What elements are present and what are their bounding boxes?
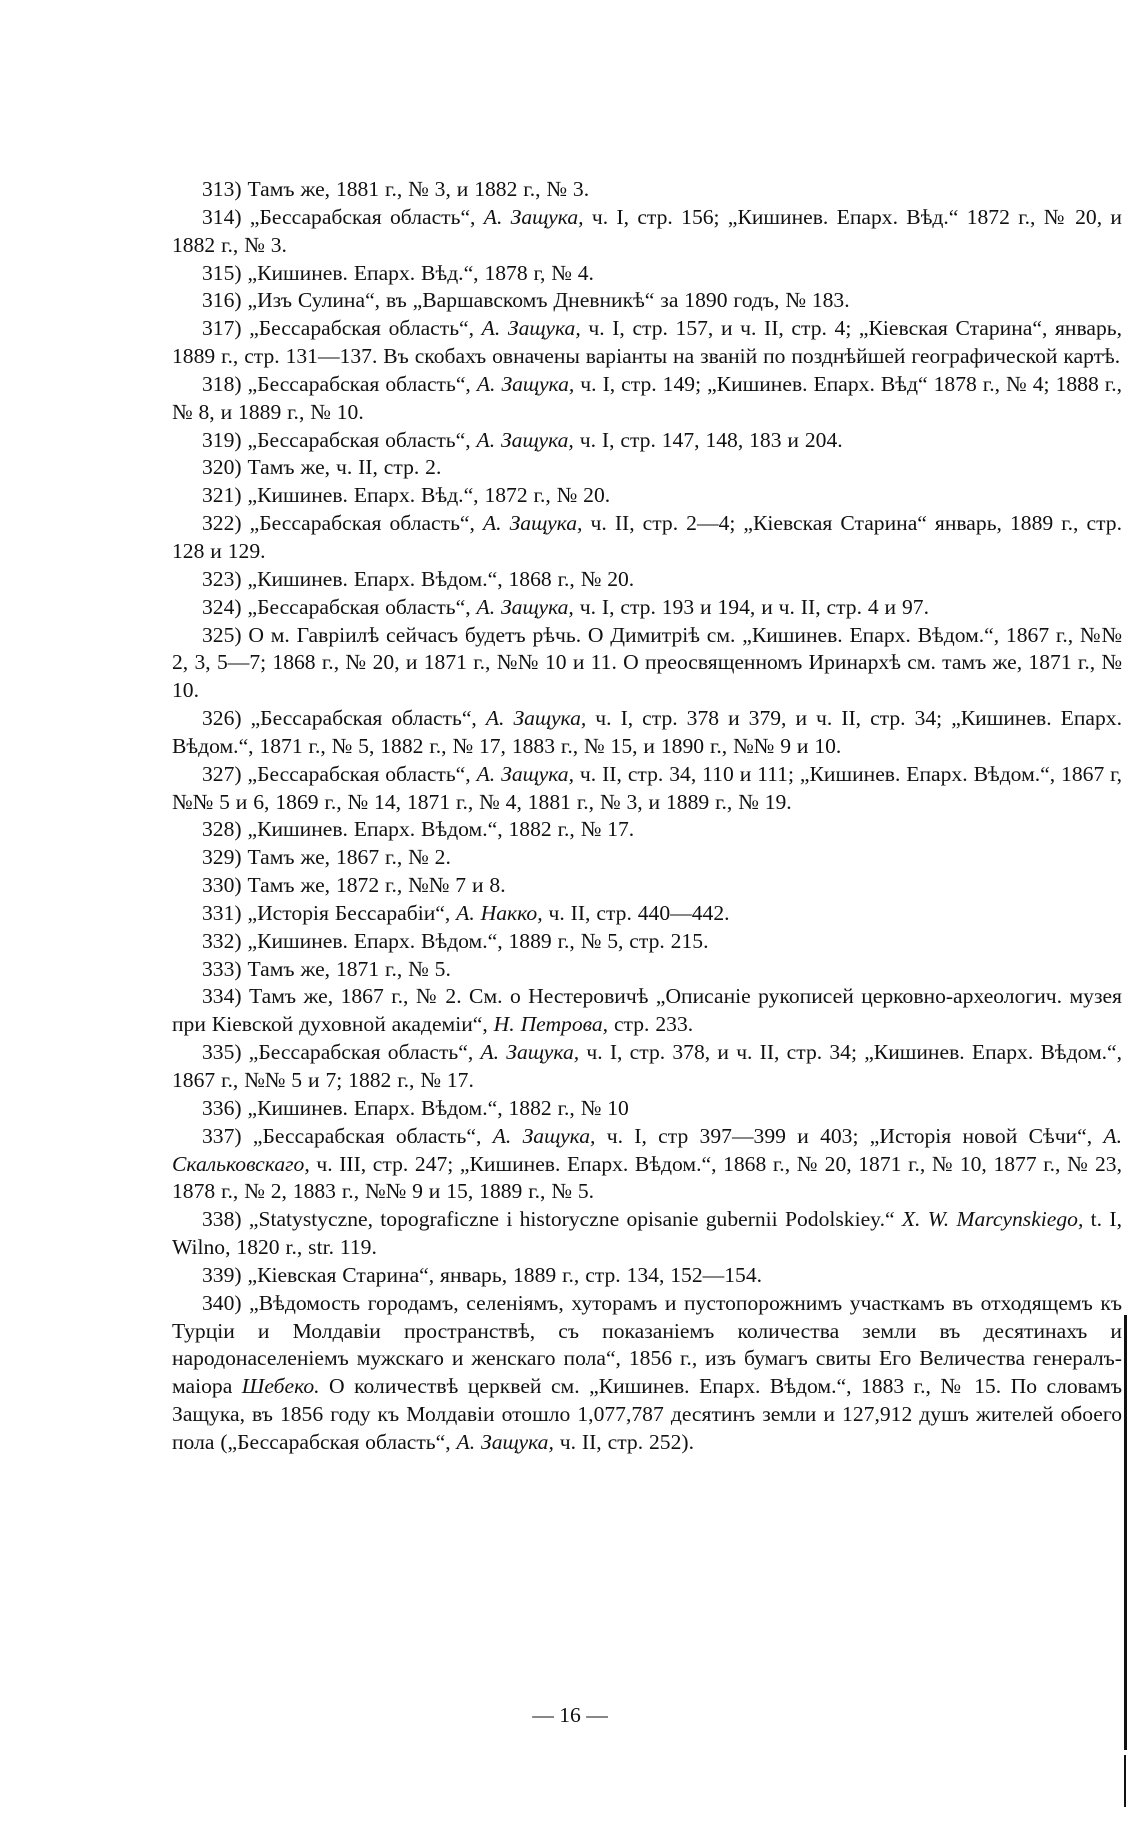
footnote-italic-author: А. Защука,	[476, 761, 574, 786]
footnote-text: ч. I, стр. 147, 148, 183 и 204.	[573, 427, 843, 452]
footnote-text: t. I, Wilno, 1820 r., str. 119.	[172, 1207, 1122, 1260]
footnote	[172, 872, 1122, 900]
footnote-text: 339) „Кіевская Старина“, январь, 1889 г., стр. 134, 152—154.	[202, 1262, 763, 1287]
footnote	[172, 176, 1122, 204]
footnote	[172, 427, 1122, 455]
footnote	[172, 900, 1122, 928]
footnote	[172, 482, 1122, 510]
footnote-text: 314) „Бессарабская область“,	[202, 204, 484, 229]
footnote-text: ч. II, стр. 440—442.	[542, 900, 730, 925]
footnote-italic-author: А. Защука,	[476, 427, 574, 452]
footnote-text: 330) Тамъ же, 1872 г., №№ 7 и 8.	[202, 873, 506, 898]
footnote-text: ч. I, стр. 157, и ч. II, стр. 4; „Кіевская Старина“, январь, 1889 г., стр. 131—137. Въ скобахъ овначены варіанты на званій по позднѣйшей географической картѣ.	[172, 316, 1122, 369]
footnote-text: 328) „Кишинев. Епарх. Вѣдом.“, 1882 г., № 17.	[202, 817, 635, 842]
footnote	[172, 510, 1122, 566]
footnote-italic-author: А. Защука,	[480, 1040, 580, 1065]
footnote-italic-author: А. Защука,	[481, 316, 581, 341]
footnote-italic-author: А. Защука,	[485, 706, 587, 731]
footnote-italic-author: А. Накко,	[456, 900, 543, 925]
footnote	[172, 983, 1122, 1039]
footnote-text: 315) „Кишинев. Епарх. Вѣд.“, 1878 г, № 4.	[202, 260, 594, 285]
footnote	[172, 204, 1122, 260]
footnote	[172, 315, 1122, 371]
footnote-text: О количествѣ церквей см. „Кишинев. Епарх. Вѣдом.“, 1883 г., № 15. По словамъ Защука, въ 1856 году къ Молдавіи отошло 1,077,787 десятинъ земли и 127,912 душъ жителей обоего пола („Бессарабская область“,	[172, 1374, 1122, 1454]
footnote-text: 332) „Кишинев. Епарх. Вѣдом.“, 1889 г., № 5, стр. 215.	[202, 928, 709, 953]
footnote-text: 331) „Исторія Бессарабіи“,	[202, 900, 457, 925]
footnote-text: ч. I, стр. 149; „Кишинев. Епарх. Вѣд“ 1878 г., № 4; 1888 г., № 8, и 1889 г., № 10.	[172, 371, 1122, 424]
footnote-text: ч. III, стр. 247; „Кишинев. Епарх. Вѣдом.“, 1868 г., № 20, 1871 г., № 10, 1877 г., № 23, 1878 г., № 2, 1883 г., №№ 9 и 15, 1889 г., № 5.	[172, 1151, 1122, 1204]
footnote-text: 327) „Бессарабская область“,	[202, 761, 477, 786]
footnote-italic-author: А. Защука,	[482, 511, 583, 536]
footnote-text: 321) „Кишинев. Епарх. Вѣд.“, 1872 г., № 20.	[202, 483, 611, 508]
footnote-text: 320) Тамъ же, ч. II, стр. 2.	[202, 455, 442, 480]
footnote-italic-author: А. Защука,	[456, 1429, 554, 1454]
footnotes-block	[172, 176, 1122, 1457]
footnote	[172, 761, 1122, 817]
footnote	[172, 1206, 1122, 1262]
page-number: — 16 —	[532, 1703, 608, 1727]
footnote	[172, 454, 1122, 482]
footnote	[172, 1123, 1122, 1207]
footnote	[172, 1039, 1122, 1095]
footnote-text: ч. II, стр. 252).	[553, 1429, 694, 1454]
footnote-text: 316) „Изъ Сулина“, въ „Варшавскомъ Дневникѣ“ за 1890 годъ, № 183.	[202, 288, 850, 313]
footnote-text: 340) „Вѣдомость городамъ, селеніямъ, хуторамъ и пустопорожнимъ участкамъ въ отходящемъ къ Турціи и Молдавіи пространствѣ, съ показаніемъ количества земли въ десятинахъ и народонаселеніемъ мужскаго и женскаго пола“, 1856 г., изъ бумагъ свиты Его Величества генералъ-маіора	[172, 1290, 1122, 1399]
footnote	[172, 844, 1122, 872]
footnote	[172, 1290, 1122, 1457]
footnote-text: 322) „Бессарабская область“,	[202, 511, 483, 536]
footnote-text: стр. 233.	[608, 1012, 694, 1037]
footnote-text: 329) Тамъ же, 1867 г., № 2.	[202, 845, 451, 870]
footnote	[172, 566, 1122, 594]
footnote-italic-author: А. Защука,	[476, 594, 574, 619]
footnote	[172, 956, 1122, 984]
footnote	[172, 705, 1122, 761]
footnote-text: ч. II, стр. 2—4; „Кіевская Старина“ январь, 1889 г., стр. 128 и 129.	[172, 511, 1122, 563]
footnote-text: 318) „Бессарабская область“,	[202, 371, 477, 396]
footnote-italic-author: А. Защука,	[476, 371, 575, 396]
footnote-text: 333) Тамъ же, 1871 г., № 5.	[202, 956, 451, 981]
footnote-italic-author: А. Скальковскаго,	[172, 1123, 1122, 1176]
footnote-text: 335) „Бессарабская область“,	[202, 1040, 481, 1065]
footnote-italic-author: Н. Петрова,	[493, 1012, 609, 1037]
footnote-italic-author: А. Защука,	[483, 204, 584, 229]
footnote-text: 338) „Statystyczne, topograficzne i historyczne opisanie gubernii Podolskiey.“	[202, 1207, 902, 1232]
footnote	[172, 1095, 1122, 1123]
footnote-text: ч. I, стр. 378 и 379, и ч. II, стр. 34; „Кишинев. Епарх. Вѣдом.“, 1871 г., № 5, 1882 г., № 17, 1883 г., № 15, и 1890 г., №№ 9 и 10.	[172, 706, 1122, 758]
footnote-text: 325) О м. Гавріилѣ сейчасъ будетъ рѣчь. О Димитріѣ см. „Кишинев. Епарх. Вѣдом.“, 1867 г., №№ 2, 3, 5—7; 1868 г., № 20, и 1871 г., №№ 10 и 11. О преосвященномъ Иринархѣ см. тамъ же, 1871 г., № 10.	[172, 622, 1122, 703]
footnote-italic-author: Шебеко.	[241, 1374, 320, 1399]
footnote-text: ч. I, стр. 193 и 194, и ч. II, стр. 4 и 97.	[573, 594, 930, 619]
footnote	[172, 1262, 1122, 1290]
footnote-text: 334) Тамъ же, 1867 г., № 2. См. о Нестеровичѣ „Описаніе рукописей церковно-археологич. музея при Кіевской духовной академіи“,	[172, 984, 1122, 1037]
footnote	[172, 928, 1122, 956]
footnote-text: ч. I, стр. 156; „Кишинев. Епарх. Вѣд.“ 1872 г., № 20, и 1882 г., № 3.	[172, 204, 1122, 257]
footnote	[172, 816, 1122, 844]
footnote-text: 323) „Кишинев. Епарх. Вѣдом.“, 1868 г., № 20.	[202, 566, 635, 591]
right-edge-binding-line	[1124, 1315, 1127, 1750]
footnote-italic-author: X. W. Marcynskiego,	[901, 1207, 1084, 1232]
footnote-text: ч. II, стр. 34, 110 и 111; „Кишинев. Епарх. Вѣдом.“, 1867 г, №№ 5 и 6, 1869 г., № 14, 1871 г., № 4, 1881 г., № 3, и 1889 г., № 19.	[172, 761, 1122, 814]
footnote-text: 324) „Бессарабская область“,	[202, 594, 477, 619]
footnote-text: 319) „Бессарабская область“,	[202, 427, 477, 452]
footnote	[172, 622, 1122, 706]
right-edge-binding-line-lower	[1124, 1755, 1126, 1807]
footnote-text: 317) „Бессарабская область“,	[202, 316, 482, 341]
footnote	[172, 260, 1122, 288]
footnote-italic-author: А. Защука,	[492, 1123, 596, 1148]
footnote-text: ч. I, стр 397—399 и 403; „Исторія новой Сѣчи“,	[595, 1123, 1104, 1148]
footnote-text: 336) „Кишинев. Епарх. Вѣдом.“, 1882 г., № 10	[202, 1095, 629, 1120]
footnote	[172, 287, 1122, 315]
footnote	[172, 371, 1122, 427]
footnote-text: 313) Тамъ же, 1881 г., № 3, и 1882 г., № 3.	[202, 177, 590, 201]
footnote	[172, 594, 1122, 622]
footnote-text: 326) „Бессарабская область“,	[202, 706, 486, 731]
footnote-text: 337) „Бессарабская область“,	[202, 1123, 493, 1148]
footnote-text: ч. I, стр. 378, и ч. II, стр. 34; „Кишинев. Епарх. Вѣдом.“, 1867 г., №№ 5 и 7; 1882 г., № 17.	[172, 1040, 1122, 1092]
